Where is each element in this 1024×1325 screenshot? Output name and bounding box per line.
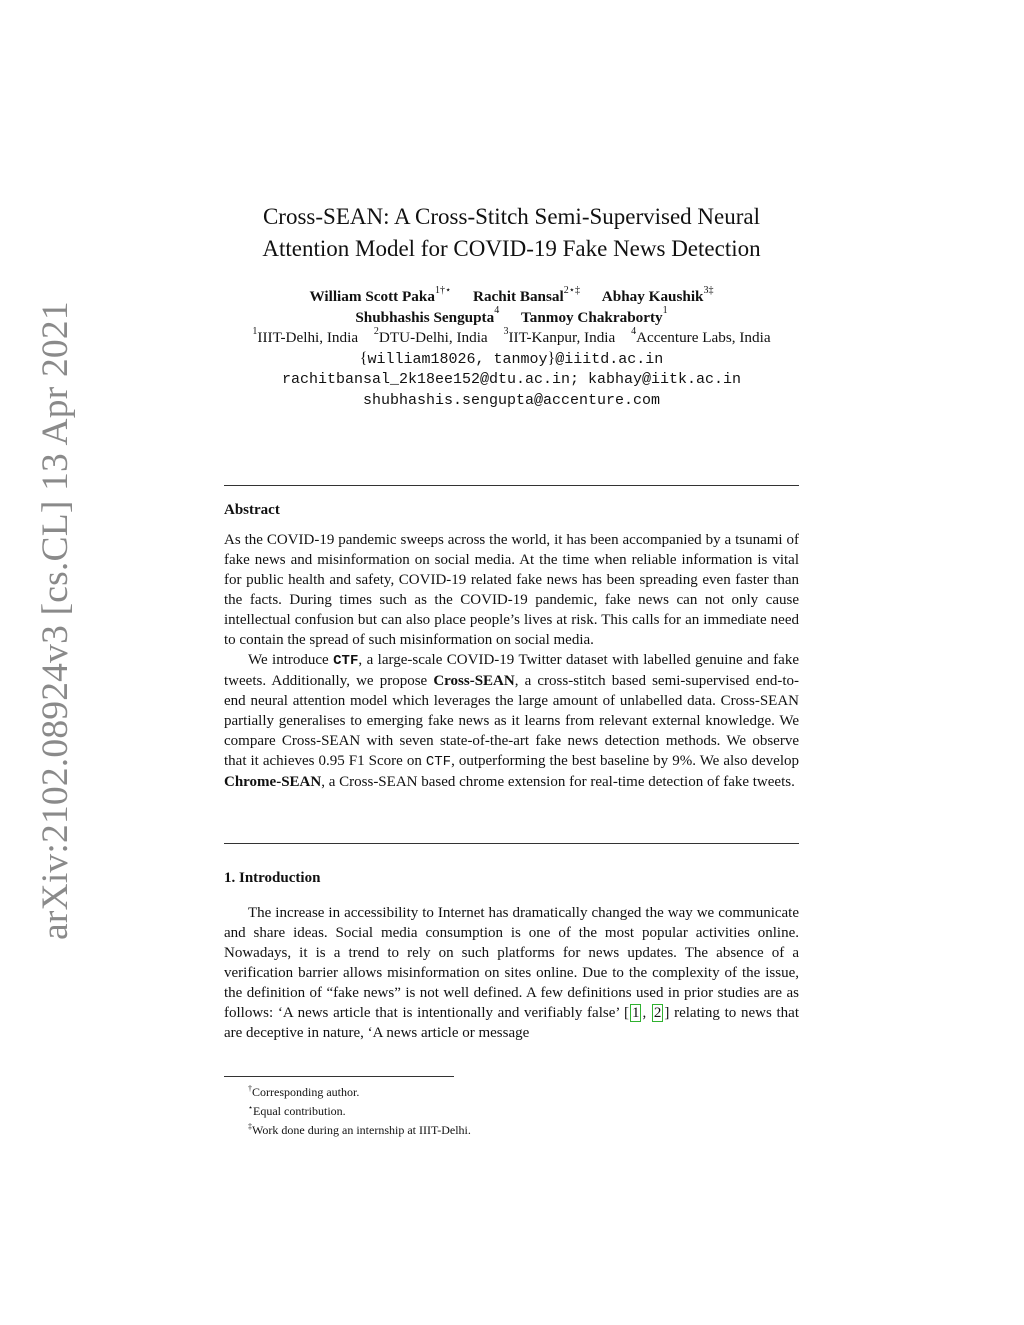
abstract-heading: Abstract xyxy=(224,502,280,518)
chrome-sean-name: Chrome-SEAN xyxy=(224,774,322,790)
aff-num-4: 4 xyxy=(631,325,637,337)
ctf-dataset-name: CTF xyxy=(333,653,359,669)
email-brace-close: } xyxy=(547,349,556,367)
title-line-1: Cross-SEAN: A Cross-Stitch Semi-Supervised Neural xyxy=(262,204,761,229)
author-kaushik-sup: 3‡ xyxy=(703,284,714,296)
email-underscore: _ xyxy=(389,371,399,388)
footnote-rule xyxy=(224,1076,454,1077)
email-bansal-user: rachitbansal xyxy=(281,371,390,388)
affiliations-line xyxy=(215,325,808,349)
author-bansal: Rachit Bansal xyxy=(473,288,564,305)
abstract-paragraph-1: As the COVID-19 pandemic sweeps across the world, it has been accompanied by a tsunami of fake news and misinformation on social media. At the time when reliable information is vital for public health and safety, COVID-19 related fake news has been spreading even faster than the facts. During times such as the COVID-19 pandemic, fake news can not only cause intellectual confusion but can also place people’s lives at risk. This calls for an immediate need to contain the spread of such misinformation on social media. xyxy=(224,532,799,648)
footnote-text-2: Equal contribution. xyxy=(253,1104,346,1118)
intro-text-b: ] relating to news that are deceptive in nature, ‘A news article or message xyxy=(224,1005,800,1041)
aff-num-2: 2 xyxy=(373,325,379,337)
intro-text-a: The increase in accessibility to Internet has dramatically changed the way we communicate and share ideas. Social media consumption is one of the most popular activities online. Nowadays, it is a trend to rely on such platforms for news updates. The absence of a verification barrier allows misinformation on sites online. Due to the complexity of the issue, the definition of “fake news” is not well defined. A few definitions used in prior studies are as follows: ‘A news article that is intentionally and verifiably false’ [ xyxy=(224,905,799,1021)
author-bansal-sup: 2⋆‡ xyxy=(563,284,580,296)
author-sengupta: Shubhashis Sengupta xyxy=(355,308,495,326)
author-chakraborty: Tanmoy Chakraborty xyxy=(521,308,663,326)
footnote-internship xyxy=(248,1119,471,1138)
footnote-mark-dagger: † xyxy=(248,1084,252,1093)
abstract-paragraph-2 xyxy=(224,650,799,792)
paper-title xyxy=(224,201,799,265)
aff-num-3: 3 xyxy=(503,325,509,337)
abs-p2-a: We introduce xyxy=(248,652,334,668)
arxiv-identifier: arXiv:2102.08924v3 [cs.CL] 13 Apr 2021 xyxy=(35,301,76,940)
affiliation-iitk: IIT-Kanpur, India xyxy=(508,329,616,346)
abs-p2-c: , a cross-stitch based semi-supervised end-to-end neural attention model which leverages the large amount of unlabelled data. Cross-SEAN partially generalises to emerging fake news as it learns from relevant external knowledge. We compare Cross-SEAN with seven state-of-the-art fake news detection methods. We observe that it achieves 0.95 F1 Score on xyxy=(224,673,799,769)
affiliation-accenture: Accenture Labs, India xyxy=(636,329,771,346)
citation-separator: , xyxy=(642,1005,651,1021)
footnote-mark-star: ⋆ xyxy=(248,1103,254,1112)
author-sengupta-sup: 4 xyxy=(494,305,500,317)
citation-link-1[interactable]: 1 xyxy=(631,1005,640,1021)
abstract-bottom-rule xyxy=(224,843,799,844)
abstract-top-rule xyxy=(224,485,799,486)
email-brace-open: { xyxy=(359,349,368,367)
authors-line-1 xyxy=(215,284,808,308)
affiliation-iiitd: IIIT-Delhi, India xyxy=(257,329,359,346)
author-paka-sup: 1†⋆ xyxy=(434,284,452,296)
introduction-heading: 1. Introduction xyxy=(224,870,321,886)
abs-p2-b: , a large-scale COVID-19 Twitter dataset with labelled genuine and fake tweets. Additionally, we propose xyxy=(224,652,799,689)
aff-num-1: 1 xyxy=(252,325,258,337)
affiliation-dtu: DTU-Delhi, India xyxy=(378,329,488,346)
footnote-equal xyxy=(248,1100,471,1119)
title-line-2: Attention Model for COVID-19 Fake News Detection xyxy=(262,236,761,261)
citation-link-2[interactable]: 2 xyxy=(653,1005,662,1021)
abstract-body xyxy=(224,530,799,792)
email-line-2 xyxy=(215,370,808,391)
author-kaushik: Abhay Kaushik xyxy=(601,288,704,305)
abs-p2-e: , a Cross-SEAN based chrome extension for real-time detection of fake tweets. xyxy=(321,774,795,790)
footnote-mark-double-dagger: ‡ xyxy=(248,1122,252,1131)
authors-line-2 xyxy=(215,305,808,329)
email-bansal-kaushik: 2k18ee152@dtu.ac.in; kabhay@iitk.ac.in xyxy=(398,371,742,388)
footnote-text-3: Work done during an internship at IIIT-Delhi. xyxy=(252,1123,471,1137)
introduction-paragraph xyxy=(224,903,799,1043)
email-iiitd-users: william18026, tanmoy xyxy=(367,350,548,368)
footnote-corresponding xyxy=(248,1081,471,1100)
cross-sean-name: Cross-SEAN xyxy=(433,673,515,689)
footnotes xyxy=(248,1081,471,1138)
author-paka: William Scott Paka xyxy=(309,288,435,305)
abs-p2-d: , outperforming the best baseline by 9%. We also develop xyxy=(451,753,799,769)
ctf-dataset-name-2: CTF xyxy=(425,754,452,770)
email-line-3: shubhashis.sengupta@accenture.com xyxy=(362,391,661,409)
email-iiitd-domain: @iiitd.ac.in xyxy=(555,350,664,368)
footnote-text-1: Corresponding author. xyxy=(252,1085,360,1099)
author-block xyxy=(215,284,808,411)
author-chakraborty-sup: 1 xyxy=(662,305,668,317)
email-line-1 xyxy=(215,349,808,371)
